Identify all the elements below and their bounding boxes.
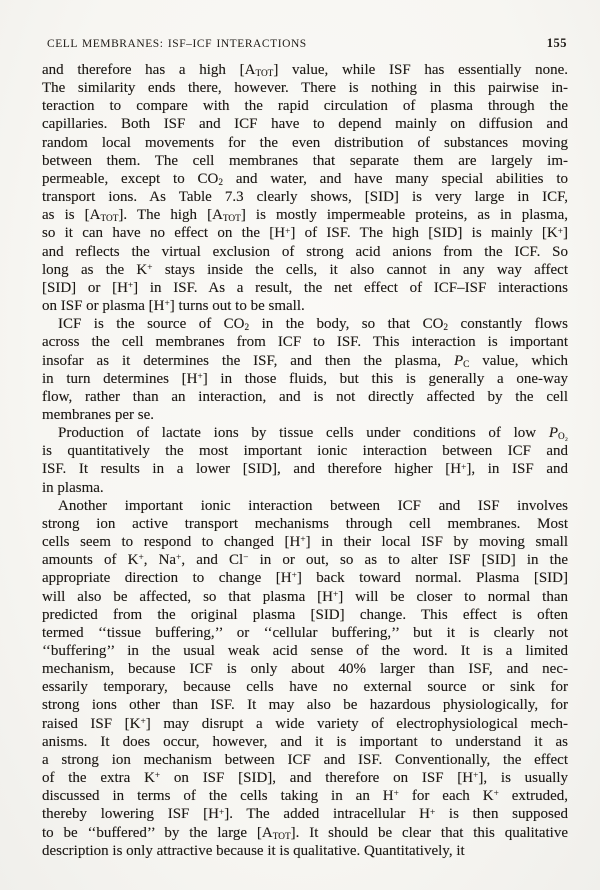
text-line: Another important ionic interaction between ICF and ISF involves [58,497,568,514]
text-line: across the cell membranes from ICF to ISF. This interaction is important [42,334,568,351]
text-line: long as the K+ stays inside the cells, it also cannot in any way affect [42,261,568,278]
running-head [47,36,567,51]
text-line: capillaries. Both ISF and ICF have to depend mainly on diffusion and [42,116,568,133]
text-line: cells seem to respond to changed [H+] in their local ISF by moving small [42,534,568,551]
text-line: flow, rather than an interaction, and is not directly affected by the cell [42,388,568,405]
text-line: The similarity ends there, however. There is nothing in this pairwise in- [42,80,568,97]
text-line: [SID] or [H+] in ISF. As a result, the net effect of ICF–ISF interactions [42,279,568,296]
page-number: 155 [546,36,567,50]
text-line: so it can have no effect on the [H+] of ISF. The high [SID] is mainly [K+] [42,225,568,242]
paragraph [42,61,568,315]
text-line: permeable, except to $CO_2$ and water, and have many special abilities to [42,170,568,188]
text-line: between them. The cell membranes that separate them are largely im- [42,152,568,169]
paragraph [42,497,568,860]
text-line: ICF is the source of $CO_2$ in the body, so that $CO_2$ constantly flows [58,316,568,334]
text-line: strong ion active transport mechanisms through cell membranes. Most [42,515,568,532]
text-line: a strong ion mechanism between ICF and ISF. Conventionally, the effect [42,751,568,768]
text-line: description is only attractive because it is qualitative. Quantitatively, it [42,842,465,859]
text-line: teraction to compare with the rapid circulation of plasma through the [42,98,568,115]
text-line: discussed in terms of the cells taking in an H+ for each K+ extruded, [42,788,569,805]
text-line: appropriate direction to change [H+] back toward normal. Plasma [SID] [42,570,568,587]
paragraph [42,424,568,497]
text-line: raised ISF [K+] may disrupt a wide variety of electrophysiological mech- [42,715,568,732]
text-line: Production of lactate ions by tissue cells under conditions of low $P_{O_2}$ [58,425,568,443]
text-line: membranes per se. [42,406,155,423]
paragraph [42,315,568,424]
text-line: ‘‘buffering’’ in the usual weak acid sense of the word. It is a limited [42,643,568,659]
text-line: strong ions other than ISF. It may also be hazardous physiologically, for [42,697,568,714]
text-line: in plasma. [42,479,104,496]
text-line: to be ‘‘buffered’’ by the large $[A_{TOT}]$. It should be clear that this qualitative [42,824,569,842]
text-line: will also be affected, so that plasma [H+] will be closer to normal than [42,588,568,605]
text-line: and therefore has a high $[A_{TOT}]$ value, while ISF has essentially none. [42,62,568,80]
text-line: ISF. It results in a lower [SID], and therefore higher [H+], in ISF and [42,461,568,478]
text-line: is quantitatively the most important ionic interaction between ICF and [42,443,568,460]
body-text [42,61,568,860]
text-line: thereby lowering ISF [H+]. The added intracellular H+ is then supposed [42,806,568,823]
text-line: random local movements for the even distribution of substances moving [42,134,568,151]
text-line: of the extra K+ on ISF [SID], and therefore on ISF [H+], is usually [42,770,568,787]
text-line: insofar as it determines the ISF, and then the plasma, $P_C$ value, which [42,352,569,370]
text-line: essarily temporary, because cells have no external source or sink for [42,679,568,696]
text-line: in turn determines [H+] in those fluids, but this is generally a one-way [42,370,568,387]
text-line: and reflects the virtual exclusion of strong acid anions from the ICF. So [42,243,568,260]
text-line: transport ions. As Table 7.3 clearly shows, [SID] is very large in ICF, [42,189,568,206]
text-line: anisms. It does occur, however, and it is important to understand it as [42,733,568,750]
text-line: on ISF or plasma [H+] turns out to be small. [42,298,305,315]
text-line: mechanism, because ICF is only about 40% larger than ISF, and nec- [42,661,568,678]
text-line: predicted from the original plasma [SID] change. This effect is often [42,606,568,623]
text-line: amounts of K+, Na+, and Cl− in or out, so as to alter ISF [SID] in the [42,552,568,569]
text-line: termed ‘‘tissue buffering,’’ or ‘‘cellular buffering,’’ but it is clearly not [42,624,568,641]
text-line: as is $[A_{TOT}]$. The high $[A_{TOT}]$ is mostly impermeable proteins, as in plasma, [42,207,568,225]
running-head-title: CELL MEMBRANES: ISF–ICF INTERACTIONS [47,38,307,50]
